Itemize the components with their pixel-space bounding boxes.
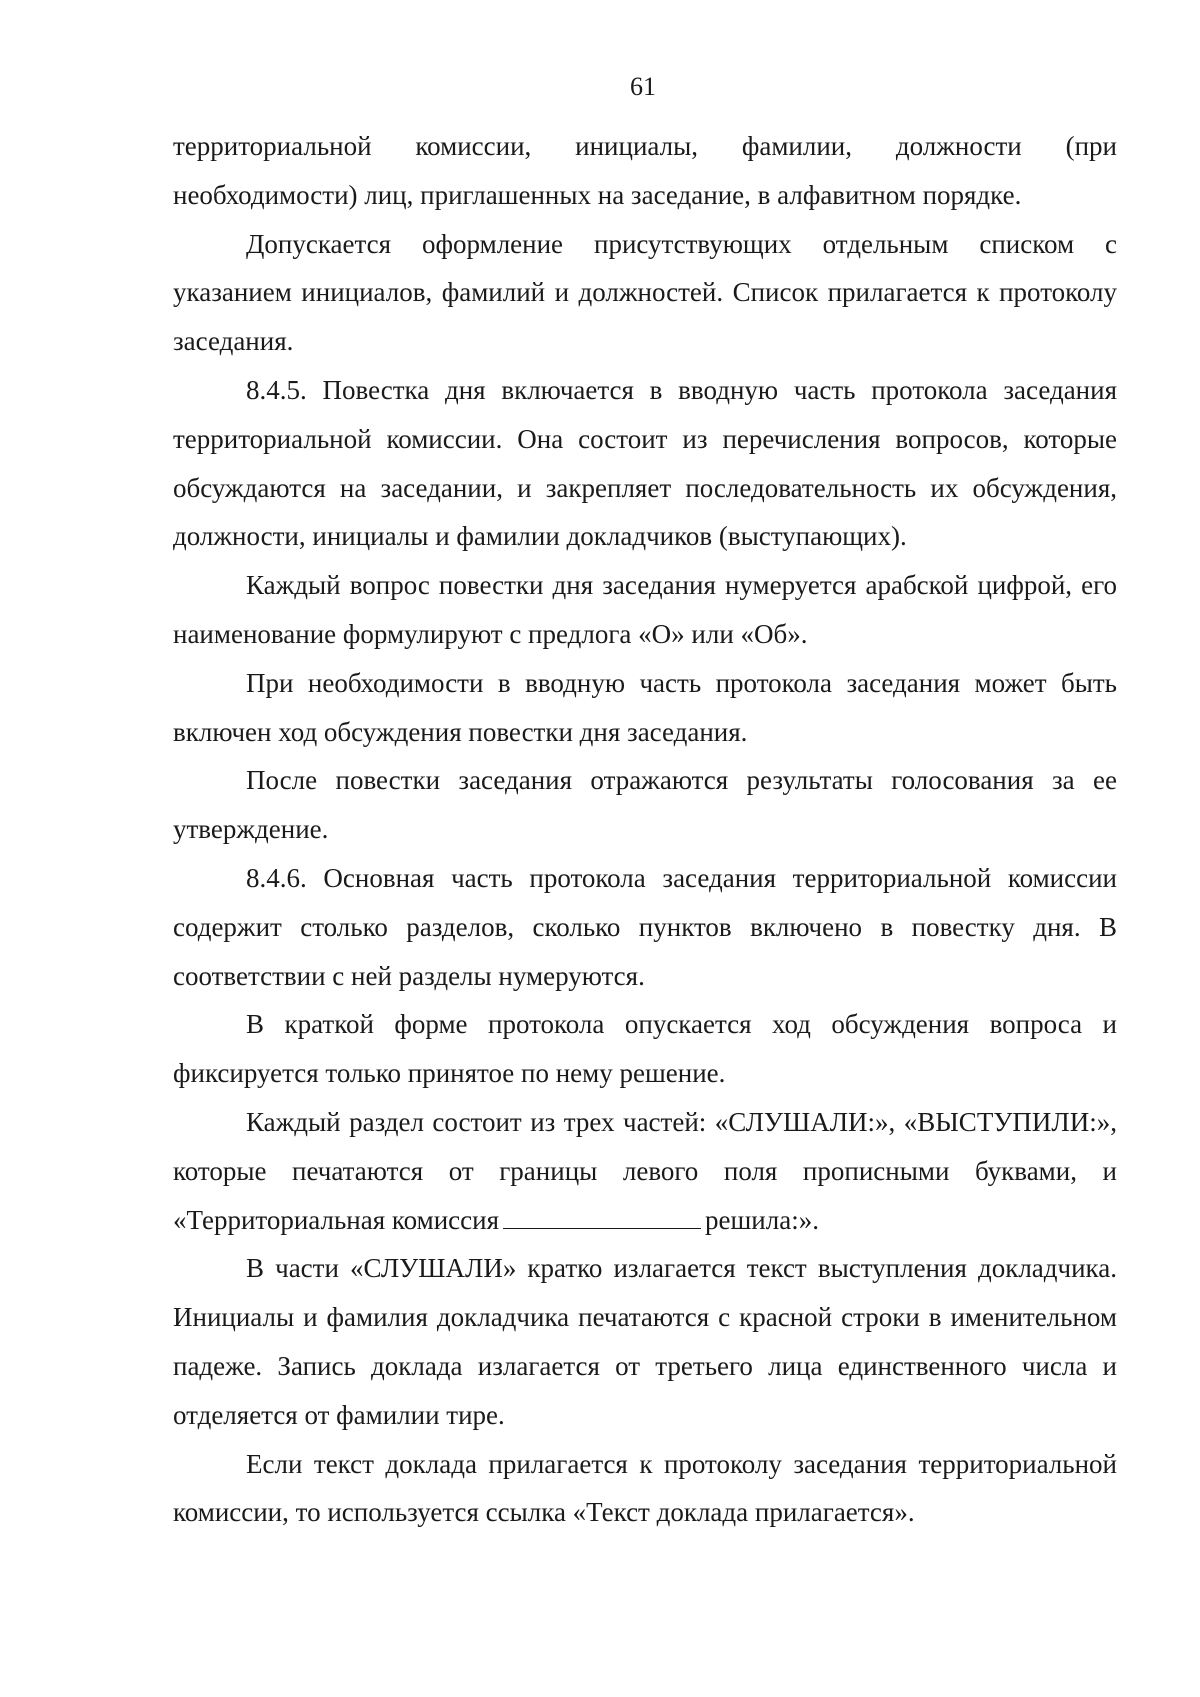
paragraph-short-form: В краткой форме протокола опускается ход обсуждения вопроса и фиксируется только принятое по нему решение. — [173, 1009, 1117, 1089]
section-parts-ending: решила:». — [705, 1204, 819, 1235]
paragraph-8-4-5-agenda: 8.4.5. Повестка дня включается в вводную часть протокола заседания территориальной комиссии. Она состоит из перечисления вопросов, которые обсуждаются на заседании, и закрепляет последовательность их обсуждения, должности, инициалы и фамилии докладчиков (выступающих). — [173, 374, 1117, 552]
paragraph-8-4-6-main-part: 8.4.6. Основная часть протокола заседания территориальной комиссии содержит столько разделов, сколько пунктов включено в повестку дня. В соответствии с ней разделы нумеруются. — [173, 862, 1117, 991]
blank-fill-line — [503, 1204, 701, 1229]
paragraph-agenda-discussion: При необходимости в вводную часть протокола заседания может быть включен ход обсуждения повестки дня заседания. — [173, 667, 1117, 747]
paragraph-heard-section: В части «СЛУШАЛИ» кратко излагается текст выступления докладчика. Инициалы и фамилия докладчика печатаются с красной строки в именительном падеже. Запись доклада излагается от третьего лица единственного числа и отделяется от фамилии тире. — [173, 1253, 1117, 1430]
paragraph-section-parts — [173, 1098, 1117, 1244]
page-number: 61 — [630, 72, 656, 101]
paragraph-report-attachment: Если текст доклада прилагается к протоколу заседания территориальной комиссии, то используется ссылка «Текст доклада прилагается». — [173, 1448, 1117, 1528]
paragraph-agenda-voting: После повестки заседания отражаются результаты голосования за ее утверждение. — [173, 765, 1117, 845]
paragraph-agenda-numbering: Каждый вопрос повестки дня заседания нумеруется арабской цифрой, его наименование формулируют с предлога «О» или «Об». — [173, 570, 1117, 649]
paragraph-attendees-continued: территориальной комиссии, инициалы, фамилии, должности (при необходимости) лиц, приглашенных на заседание, в алфавитном порядке. — [173, 131, 1117, 210]
document-body — [173, 122, 1117, 1537]
section-parts-text: Каждый раздел состоит из трех частей: «СЛУШАЛИ:», «ВЫСТУПИЛИ:», которые печатаются от границы левого поля прописными буквами, и «Территориальная комиссия — [173, 1106, 1117, 1235]
paragraph-attendees-list: Допускается оформление присутствующих отдельным списком с указанием инициалов, фамилий и должностей. Список прилагается к протоколу заседания. — [173, 228, 1117, 357]
